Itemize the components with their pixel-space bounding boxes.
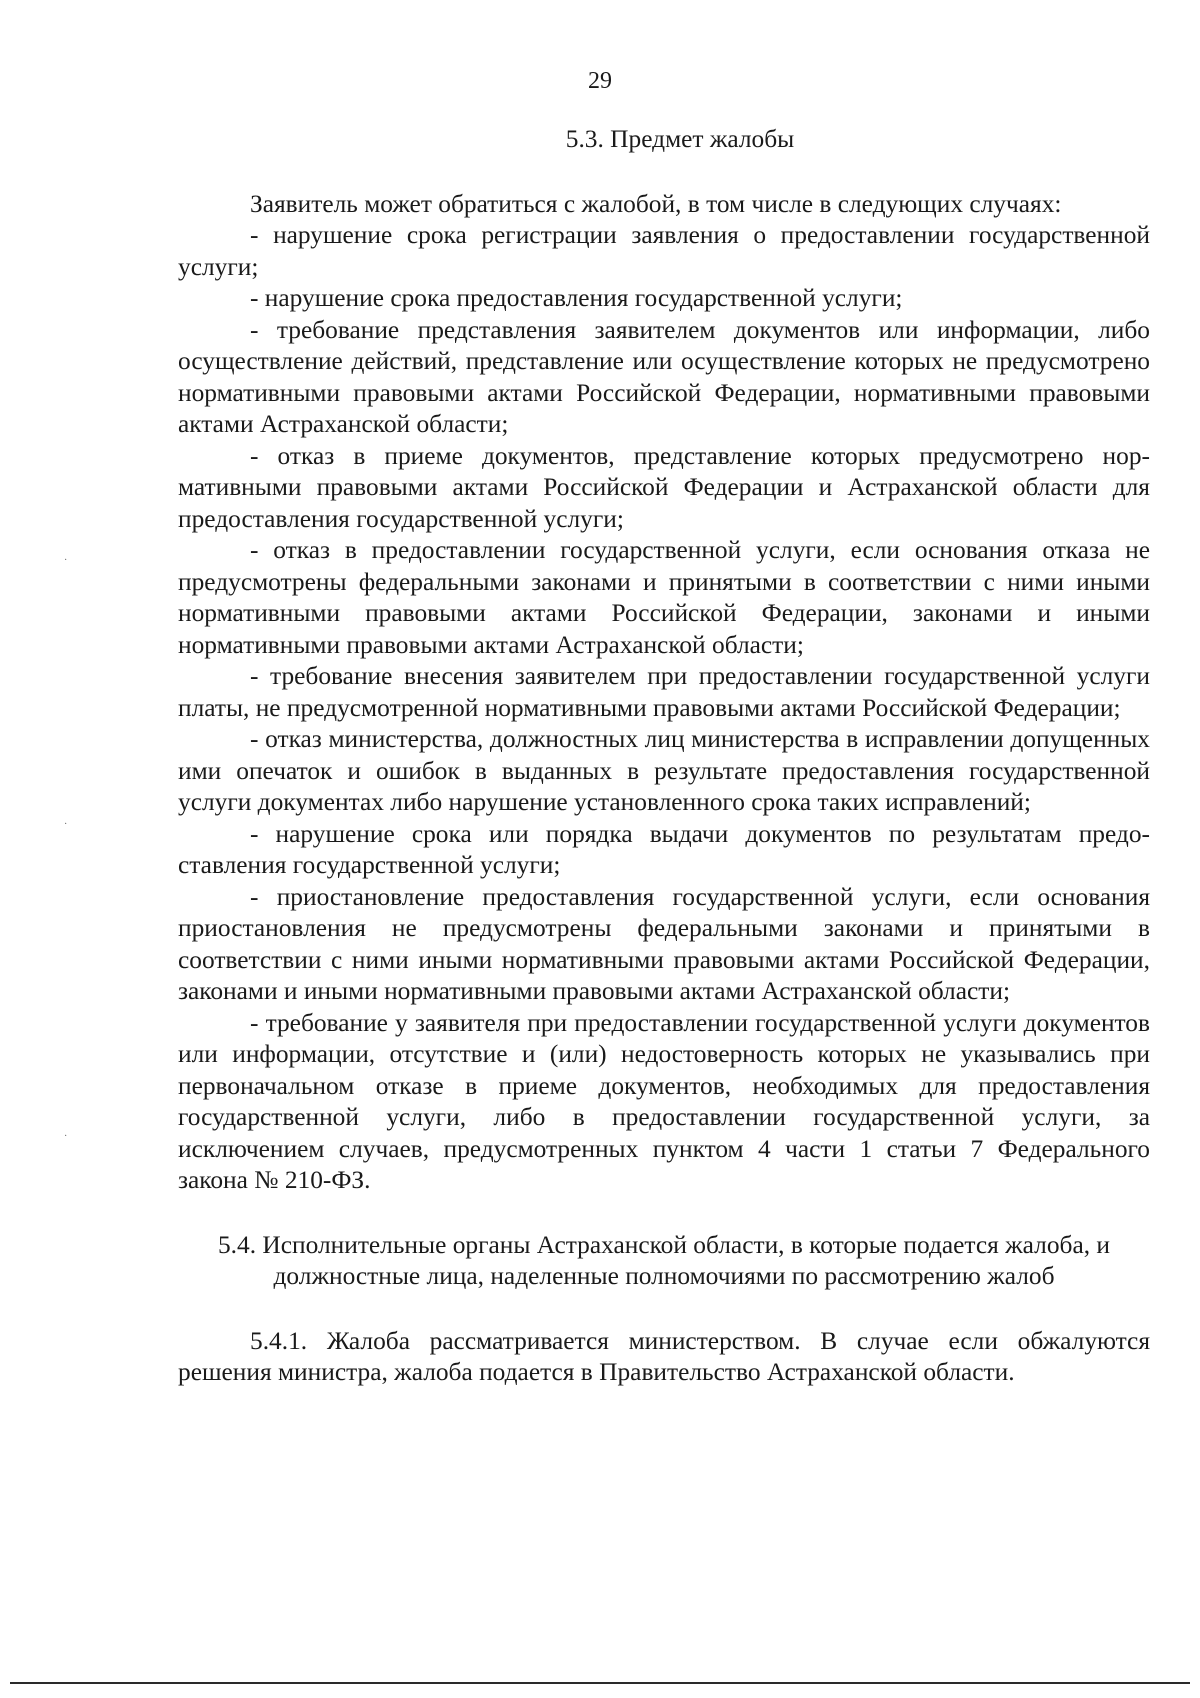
- list-item: - отказ в приеме документов, представление которых предусмотрено нормативными правовыми актами Российской Федерации и Астраханской области для предоставления государственной услуги;: [178, 441, 1150, 533]
- list-item: - приостановление предоставления государственной услуги, если основания приостановления не предусмотрены федеральными законами и принятыми в соответствии с ними иными нормативными правовыми актами Российской Федерации, законами и иными нормативными правовыми актами Астраханской области;: [178, 882, 1150, 1005]
- section-5-3-body: [178, 189, 1150, 1197]
- list-item: - отказ министерства, должностных лиц министерства в исправлении допущенных ими опечаток и ошибок в выданных в результате предоставления государственной услуги документах либо нарушение установленного срока таких исправлений;: [178, 725, 1150, 816]
- section-heading-5-4: 5.4. Исполнительные органы Астраханской области, в которые подается жалоба, и должностные лица, наделенные полномочиями по рассмотрению жалоб: [217, 1230, 1111, 1290]
- document-body: [178, 124, 1150, 1389]
- section-heading-5-3: 5.3. Предмет жалобы: [565, 125, 795, 153]
- page-bottom-edge: [10, 1682, 1190, 1684]
- list-item: - нарушение срока или порядка выдачи документов по результатам предоставления государственной услуги;: [178, 819, 1150, 879]
- list-item: - нарушение срока регистрации заявления о предоставлении государственной услуги;: [178, 221, 1150, 281]
- list-item: - требование у заявителя при предоставлении государственной услуги документов или информации, отсутствие и (или) недостоверность которых не указывались при первоначальном отказе в приеме документов, необходимых для предоставления государственной услуги, либо в предоставлении государственной услуги, за исключением случаев, предусмотренных пунктом 4 части 1 статьи 7 Федерального закона № 210-ФЗ.: [178, 1008, 1150, 1194]
- list-item: - требование внесения заявителем при предоставлении государственной услуги платы, не предусмотренной нормативными правовыми актами Российской Федерации;: [178, 662, 1150, 722]
- page-number: 29: [588, 68, 612, 94]
- paragraph-intro: Заявитель может обратиться с жалобой, в том числе в следующих случаях:: [250, 189, 1062, 218]
- paragraph-5-4-1: 5.4.1. Жалоба рассматривается министерством. В случае если обжалуются решения министра, жалоба подается в Правительство Астраханской области.: [178, 1326, 1150, 1386]
- section-5-4-body: [178, 1326, 1150, 1389]
- list-item: - нарушение срока предоставления государственной услуги;: [250, 284, 903, 312]
- scan-speck: ·: [64, 1131, 68, 1142]
- list-item: - требование представления заявителем документов или информации, либо осуществление действий, представление или осуществление которых не предусмотрено нормативными правовыми актами Российской Федерации, нормативными правовыми актами Астраханской области;: [178, 315, 1150, 438]
- scan-speck: ·: [64, 555, 68, 566]
- list-item: - отказ в предоставлении государственной услуги, если основания отказа не предусмотрены федеральными законами и принятыми в соответствии с ними иными нормативными правовыми актами Российской Федерации, законами и иными нормативными правовыми актами Астраханской области;: [178, 536, 1150, 659]
- scan-speck: ·: [64, 819, 68, 830]
